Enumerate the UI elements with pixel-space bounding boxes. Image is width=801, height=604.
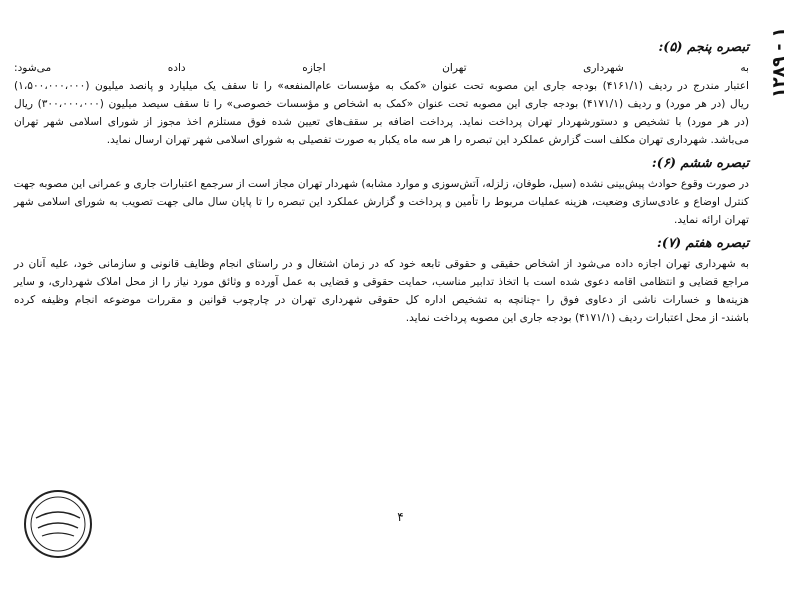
clause-6 [14, 156, 749, 229]
clause-line: کنترل اوضاع و عادی‌سازی وضعیت، هزینه عملیات مربوط را تأمین و پرداخت و گزارش عملکرد این تبصره را تا پایان سال مالی جهت تصویب به شورای اسلامی شهر [14, 196, 749, 208]
clause-line: (در هر مورد) با تشخیص و دستورشهردار تهران پرداخت نماید. پرداخت اضافه بر سقف‌های تعیین شده فوق مستلزم اخذ مجوز از شورای اسلامی شهر تهران [14, 116, 749, 128]
clause-heading: تبصره ششم (۶): [651, 156, 749, 171]
clause-line: مراجع قضایی و انتظامی اقامه دعوی شده است با اتخاذ تدابیر مناسب، حمایت حقوقی و قضایی به عمل آورده و وثائق مورد نیاز را از محل املاک شهرداری، و سایر [14, 276, 749, 288]
clauses-container [14, 40, 749, 334]
clause-heading: تبصره پنجم (۵): [658, 40, 749, 55]
clause-line: اعتبار مندرج در ردیف (۴۱۶۱/۱) بودجه جاری این مصوبه تحت عنوان «کمک به مؤسسات عام‌المنفعه» را تا سقف یک میلیارد و پانصد میلیون (۱،۵۰۰،۰۰۰،۰۰۰) [14, 80, 750, 92]
clause-line: هزینه‌ها و خسارات ناشی از دعاوی فوق را -چنانچه به تشخیص اداره کل حقوقی شهرداری تهران در چارچوب قوانین و مقررات موضوعه انجام وظیفه کرده [14, 294, 749, 306]
council-seal-icon [22, 488, 94, 560]
clause-7 [14, 236, 749, 327]
clause-line: ریال (در هر مورد) و ردیف (۴۱۷۱/۱) بودجه جاری این مصوبه تحت عنوان «کمک به اشخاص و مؤسسات خصوصی» را تا سقف سیصد میلیون (۳۰۰،۰۰۰،۰۰۰) ریال [14, 98, 749, 110]
clause-line: می‌باشد. شهرداری تهران مکلف است گزارش عملکرد این تبصره را هر سه ماه یکبار به صورت تفصیلی به شورای اسلامی شهر تهران ارسال نماید. [106, 134, 749, 146]
clause-5 [14, 40, 749, 149]
clause-line: در صورت وقوع حوادث پیش‌بینی نشده (سیل، طوفان، زلزله، آتش‌سوزی و موارد مشابه) شهردار تهران مجاز است از سرجمع اعتبارات جاری و عمرانی این مصوبه جهت [13, 178, 749, 190]
clause-line: باشند- از محل اعتبارات ردیف (۴۱۷۱/۱) بودجه جاری این مصوبه پرداخت نماید. [405, 312, 749, 324]
page-number: ۴ [397, 510, 404, 524]
clause-heading: تبصره هفتم (۷): [657, 236, 749, 251]
clause-line: به شهرداری تهران اجازه داده می‌شود از اشخاص حقیقی و حقوقی تابعه خود که در زمان اشتغال و در راستای انجام وظایف قانونی و سازمانی خود، علیه آنان در [14, 258, 749, 270]
margin-number: ۱۲۸۹ - ۱ [769, 27, 789, 99]
clause-line: تهران ارائه نماید. [674, 214, 749, 226]
clause-line: به شهرداری تهران اجازه داده می‌شود: [14, 62, 749, 74]
